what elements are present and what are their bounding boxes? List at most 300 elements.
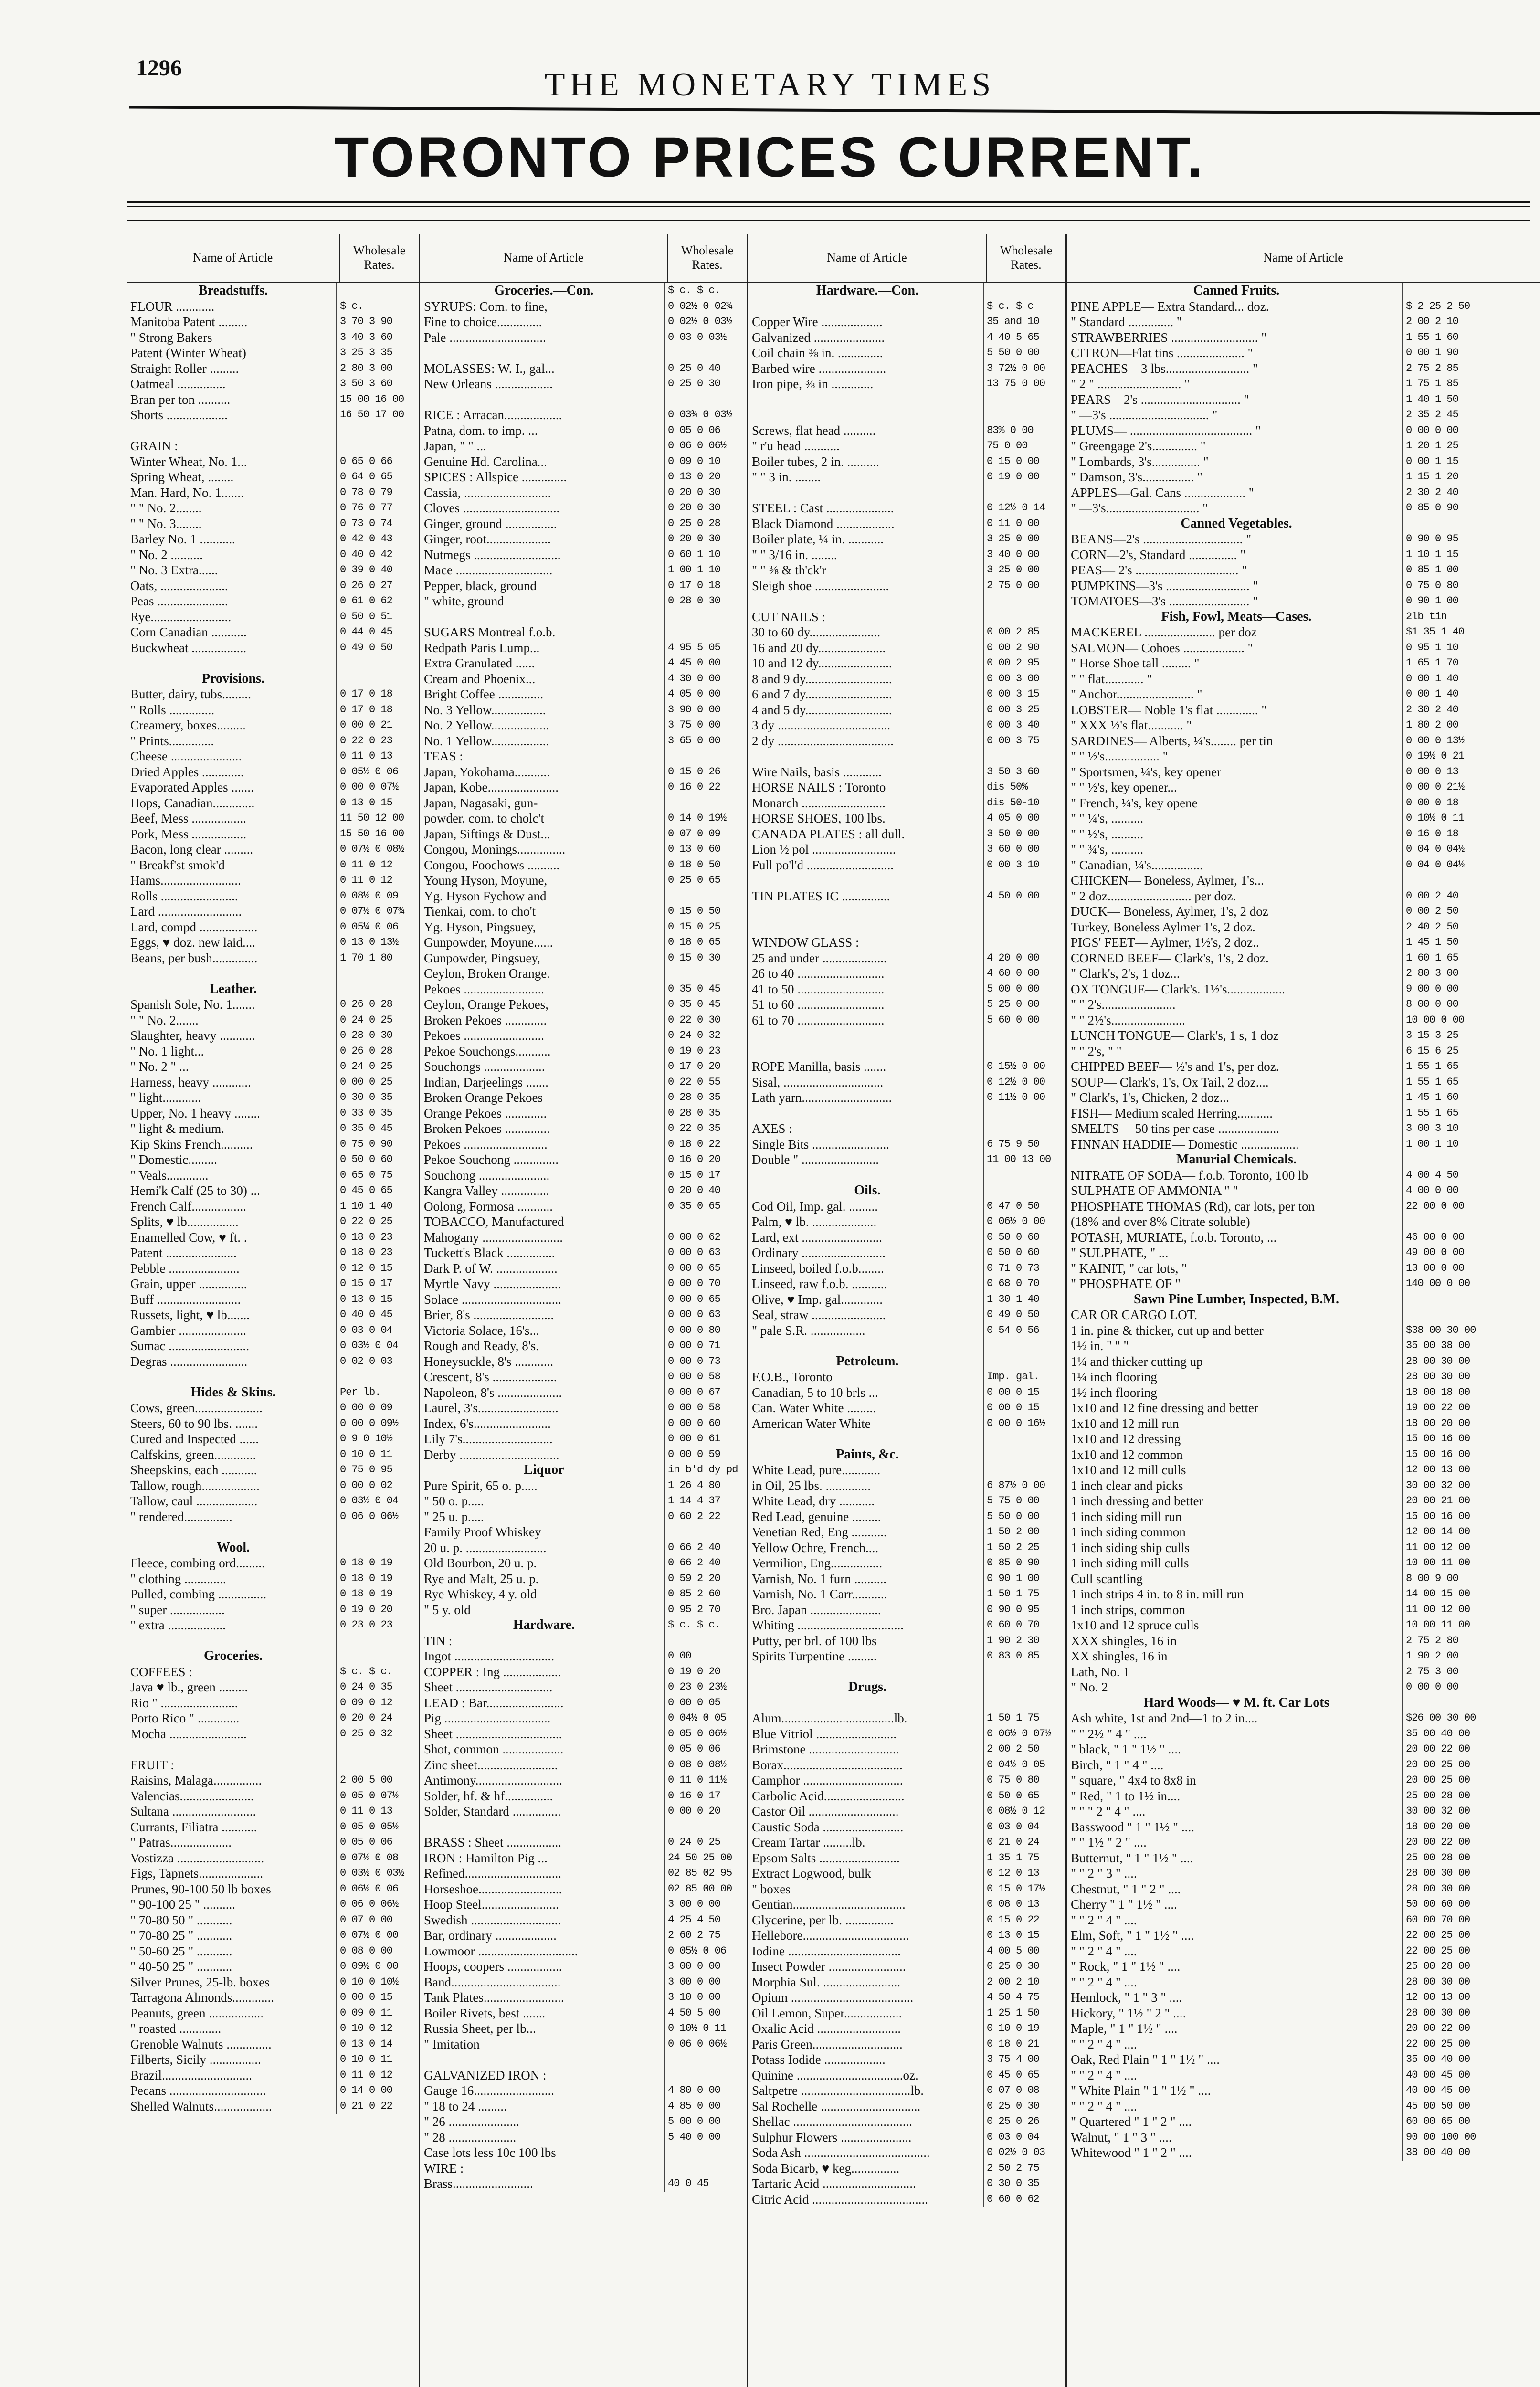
- article-name: French Calf.................: [130, 1199, 246, 1214]
- article-name: Castor Oil ............................: [752, 1804, 899, 1818]
- price-row: [1067, 1044, 1540, 1059]
- wholesale-rate: 22 00 25 00: [1402, 2037, 1540, 2052]
- wholesale-rate: 4 80 0 00: [664, 2083, 747, 2099]
- price-row: [420, 1478, 747, 1494]
- price-row: [420, 469, 747, 485]
- article-name: Black Diamond ..................: [752, 516, 895, 531]
- price-row: [127, 1788, 419, 1804]
- wholesale-rate: 0 00 0 58: [664, 1400, 747, 1416]
- column-header: [1067, 234, 1540, 283]
- article-name: Screws, flat head ..........: [752, 423, 876, 438]
- price-row: [1067, 578, 1540, 594]
- price-row: [1067, 423, 1540, 439]
- price-row: [420, 1261, 747, 1277]
- article-name: Potass Iodide ...................: [752, 2052, 886, 2067]
- article-name: Sawn Pine Lumber, Inspected, B.M.: [1134, 1291, 1339, 1307]
- wholesale-rate: 0 10½ 0 11: [664, 2021, 747, 2037]
- price-row: [420, 392, 747, 408]
- article-name: Tallow, caul ...................: [130, 1494, 258, 1508]
- wholesale-rate: 0 40 0 42: [336, 547, 419, 563]
- article-name: Cherry " 1 " 1½ " ....: [1071, 1897, 1177, 1912]
- price-row: [420, 1726, 747, 1742]
- wholesale-rate: 0 00 0 21½: [1402, 780, 1540, 795]
- article-name: Manurial Chemicals.: [1176, 1152, 1297, 1167]
- article-name: Nutmegs ...........................: [424, 547, 561, 562]
- wholesale-rate: 0 85 0 90: [983, 1555, 1065, 1571]
- price-row: [748, 2037, 1065, 2052]
- article-name: Filberts, Sicily ................: [130, 2052, 261, 2067]
- wholesale-rate: [983, 1121, 1065, 1137]
- article-name: No. 3 Yellow.................: [424, 702, 546, 717]
- wholesale-rate: [336, 1648, 419, 1664]
- wholesale-rate: 0 15 0 26: [664, 764, 747, 780]
- wholesale-rate: 0 04 0 04½: [1402, 842, 1540, 857]
- price-row: [127, 1276, 419, 1292]
- wholesale-rate: 0 90 0 95: [1402, 531, 1540, 547]
- wholesale-rate: 8 00 0 00: [1402, 997, 1540, 1013]
- article-name: " No. 3 Extra......: [130, 563, 218, 577]
- price-row: [748, 1369, 1065, 1385]
- price-row: [127, 1121, 419, 1137]
- wholesale-rate: 0 25 0 30: [983, 2099, 1065, 2114]
- price-row: [127, 1447, 419, 1463]
- price-row: [127, 2083, 419, 2099]
- article-name: Yg. Hyson, Pingsuey,: [424, 919, 536, 934]
- article-name: Breadstuffs.: [199, 283, 268, 298]
- price-row: [1067, 2099, 1540, 2114]
- wholesale-rate: 0 11 0 00: [983, 516, 1065, 532]
- article-name: 61 to 70 ...........................: [752, 1013, 885, 1027]
- column-header: [748, 234, 1065, 283]
- price-row: [420, 1493, 747, 1509]
- price-column-4: [1067, 234, 1540, 2387]
- article-name: Russia Sheet, per lb...: [424, 2021, 536, 2036]
- price-row: [127, 1586, 419, 1602]
- price-row: [420, 1323, 747, 1339]
- price-row: [420, 935, 747, 951]
- price-row: [1067, 935, 1540, 951]
- price-row: [127, 1462, 419, 1478]
- article-name: Pekoes ..........................: [424, 1137, 548, 1151]
- article-name: " 28 .....................: [424, 2130, 517, 2144]
- article-name: HORSE NAILS : Toronto: [752, 780, 886, 794]
- article-name: Lowmoor ...............................: [424, 1943, 578, 1958]
- price-row: [420, 2161, 747, 2176]
- article-name: PUMPKINS—3's .......................... ": [1071, 578, 1258, 593]
- wholesale-rate: 0 24 0 25: [336, 1059, 419, 1075]
- price-row: [1067, 873, 1540, 888]
- wholesale-rate: 0 08½ 0 12: [983, 1804, 1065, 1819]
- price-row: [748, 1866, 1065, 1881]
- price-row: [748, 1478, 1065, 1494]
- price-row: [748, 904, 1065, 919]
- article-name: SOUP— Clark's, 1's, Ox Tail, 2 doz....: [1071, 1075, 1269, 1089]
- wholesale-rate: 12 00 14 00: [1402, 1524, 1540, 1540]
- wholesale-rate: 0 22 0 25: [336, 1214, 419, 1230]
- wholesale-rate: 0 11 0 13: [336, 1804, 419, 1819]
- wholesale-rate: 0 22 0 23: [336, 733, 419, 749]
- price-row: [420, 857, 747, 873]
- article-name: [127, 1524, 336, 1540]
- article-name: Refined..............................: [424, 1866, 561, 1880]
- price-row: [1067, 1773, 1540, 1788]
- price-row: [1067, 749, 1540, 764]
- article-name: " 70-80 50 " ...........: [130, 1912, 232, 1927]
- article-name: Oats, .....................: [130, 578, 228, 593]
- wholesale-rate: 10 00 0 00: [1402, 1013, 1540, 1028]
- article-name: Brass.........................: [424, 2176, 533, 2191]
- price-row: [420, 1137, 747, 1152]
- article-name: Pale ..............................: [424, 330, 546, 345]
- wholesale-rate: 0 75 0 90: [336, 1137, 419, 1152]
- article-name: " White Plain " 1 " 1½ " ....: [1071, 2083, 1211, 2098]
- wholesale-rate: 0 59 2 20: [664, 1571, 747, 1587]
- article-name: FLOUR ............: [130, 299, 215, 314]
- wholesale-rate: [983, 1679, 1065, 1695]
- article-name: Patent (Winter Wheat): [130, 346, 246, 360]
- price-row: [127, 1850, 419, 1866]
- price-row: [748, 1975, 1065, 1990]
- article-name: Shorts ...................: [130, 408, 228, 422]
- wholesale-rate: 0 19½ 0 21: [1402, 749, 1540, 764]
- price-row: [1067, 531, 1540, 547]
- article-name: PHOSPHATE THOMAS (Rd), car lots, per ton: [1071, 1199, 1315, 1214]
- article-name: Kangra Valley ...............: [424, 1183, 549, 1198]
- price-row: [748, 609, 1065, 625]
- article-name: " " 1½ " 2 " ....: [1071, 1835, 1147, 1849]
- wholesale-rate: 0 64 0 65: [336, 469, 419, 485]
- article-name: Canned Vegetables.: [1181, 516, 1292, 531]
- wholesale-rate: 0 25 0 30: [664, 376, 747, 392]
- price-row: [127, 1168, 419, 1183]
- wholesale-rate: 49 00 0 00: [1402, 1245, 1540, 1261]
- article-name: " " No. 2.......: [130, 1013, 199, 1027]
- price-row: [748, 2145, 1065, 2161]
- wholesale-rate: [983, 392, 1065, 408]
- wholesale-rate: 4 50 4 75: [983, 1990, 1065, 2006]
- wholesale-rate: 0 18 0 19: [336, 1571, 419, 1587]
- price-row: [1067, 655, 1540, 671]
- wholesale-rate: [983, 1354, 1065, 1370]
- wholesale-rate: 0 61 0 62: [336, 593, 419, 609]
- article-name: Ash white, 1st and 2nd—1 to 2 in....: [1071, 1711, 1258, 1725]
- article-name: Straight Roller .........: [130, 361, 239, 376]
- price-row: [1067, 392, 1540, 408]
- article-name: Linseed, raw f.o.b. ...........: [752, 1277, 887, 1291]
- price-row: [748, 1555, 1065, 1571]
- wholesale-rate: 2 00 2 50: [983, 1742, 1065, 1757]
- price-row: [748, 1648, 1065, 1664]
- price-row: [1067, 1866, 1540, 1881]
- wholesale-rate: 0 49 0 50: [983, 1307, 1065, 1323]
- wholesale-rate: 19 00 22 00: [1402, 1400, 1540, 1416]
- wholesale-rate: 0 26 0 28: [336, 1044, 419, 1059]
- wholesale-rate: 1 25 1 50: [983, 2006, 1065, 2021]
- article-name: " " 2 " 4 " ....: [1071, 1912, 1137, 1927]
- article-name: Buff ..........................: [130, 1292, 241, 1307]
- article-name: [420, 609, 664, 625]
- price-row: [1067, 1416, 1540, 1432]
- price-row: [748, 1819, 1065, 1835]
- price-row: [127, 314, 419, 330]
- article-name: Man. Hard, No. 1.......: [130, 485, 244, 500]
- wholesale-rate: 2 60 2 75: [664, 1928, 747, 1943]
- article-name: CAR OR CARGO LOT.: [1071, 1308, 1198, 1322]
- article-name: Mahogany .........................: [424, 1230, 563, 1245]
- wholesale-rate: 0 09 0 12: [336, 1695, 419, 1711]
- wholesale-rate: 0 10½ 0 11: [1402, 811, 1540, 826]
- wholesale-rate: 0 9 0 10½: [336, 1431, 419, 1447]
- wholesale-rate: 0 00 1 40: [1402, 671, 1540, 687]
- article-name: Souchongs ...................: [424, 1059, 545, 1074]
- article-name: HORSE SHOES, 100 lbs.: [752, 811, 886, 825]
- article-name: Rolls ........................: [130, 888, 238, 903]
- price-row: [748, 2068, 1065, 2083]
- wholesale-rate: 0 15 0 17: [664, 1168, 747, 1183]
- wholesale-rate: 28 00 30 00: [1402, 1369, 1540, 1385]
- article-name: Honeysuckle, 8's ............: [424, 1354, 554, 1369]
- price-row: [127, 655, 419, 671]
- article-name: Souchong ......................: [424, 1168, 550, 1183]
- price-row: [127, 1602, 419, 1618]
- wholesale-rate: 11 00 13 00: [983, 1152, 1065, 1168]
- wholesale-rate: 0 20 0 40: [664, 1183, 747, 1199]
- article-name: Shot, common ...................: [424, 1742, 564, 1756]
- article-name: Sumac .........................: [130, 1339, 249, 1353]
- price-row: [127, 1571, 419, 1587]
- article-name: [748, 485, 983, 501]
- price-row: [127, 1990, 419, 2006]
- article-name: Mocha ........................: [130, 1726, 247, 1741]
- article-name: Hides & Skins.: [190, 1384, 276, 1400]
- wholesale-rate: $ c. $ c.: [336, 1664, 419, 1680]
- title-rule-bottom: [127, 220, 1530, 221]
- wholesale-rate: 0 19 0 20: [664, 1664, 747, 1680]
- wholesale-rate: 0 35 0 65: [664, 1199, 747, 1215]
- article-name: Broken Pekoes ..............: [424, 1121, 550, 1136]
- article-name: Bar, ordinary ...................: [424, 1928, 557, 1943]
- wholesale-rate: 0 49 0 50: [336, 640, 419, 656]
- wholesale-rate: 5 60 0 00: [983, 1013, 1065, 1028]
- article-name: Tuckett's Black ...............: [424, 1246, 555, 1260]
- article-name: " No. 2: [1071, 1680, 1108, 1694]
- price-row: [420, 718, 747, 733]
- price-row: [748, 702, 1065, 718]
- price-row: [420, 1788, 747, 1804]
- article-name: Solder, Standard ...............: [424, 1804, 561, 1818]
- price-row: [1067, 2145, 1540, 2161]
- price-row: [1067, 780, 1540, 795]
- article-name: Blue Vitriol .........................: [752, 1726, 897, 1741]
- article-name: Cream and Phoenix...: [424, 671, 536, 686]
- wholesale-rate: 0 44 0 45: [336, 624, 419, 640]
- article-name: Pekoes .........................: [424, 982, 544, 996]
- price-row: [1067, 1028, 1540, 1044]
- wholesale-rate: 0 10 0 11: [336, 2052, 419, 2068]
- article-name: Oak, Red Plain " 1 " 1½ " ....: [1071, 2052, 1220, 2067]
- price-row: [1067, 1478, 1540, 1494]
- article-name: " " 2 " 4 " ....: [1071, 2068, 1137, 2082]
- price-row: [1067, 1959, 1540, 1975]
- price-row: [748, 1664, 1065, 1680]
- running-head: THE MONETARY TIMES: [544, 66, 996, 103]
- wholesale-rate: 0 05 0 05½: [336, 1819, 419, 1835]
- wholesale-rate: 0 07 0 09: [664, 826, 747, 842]
- wholesale-rate: 0 00 3 00: [983, 671, 1065, 687]
- price-row: [1067, 1261, 1540, 1277]
- wholesale-rate: $26 00 30 00: [1402, 1711, 1540, 1726]
- article-name: Shellac .....................................: [752, 2114, 912, 2129]
- price-row: [420, 485, 747, 501]
- wholesale-rate: 0 16 0 20: [664, 1152, 747, 1168]
- article-name: Lard, compd ..................: [130, 919, 258, 934]
- wholesale-rate: 0 00 3 10: [983, 857, 1065, 873]
- article-name: " Breakf'st smok'd: [130, 857, 225, 872]
- price-row: [127, 1711, 419, 1726]
- wholesale-rate: $ c.: [336, 299, 419, 315]
- price-row: [127, 2099, 419, 2114]
- price-row: [420, 1183, 747, 1199]
- article-name: COPPER : Ing ..................: [424, 1664, 561, 1679]
- price-row: [1067, 330, 1540, 346]
- wholesale-rate: [1402, 1307, 1540, 1323]
- wholesale-rate: 4 25 4 50: [664, 1912, 747, 1928]
- section-heading-row: [127, 1540, 419, 1556]
- price-row: [748, 516, 1065, 532]
- article-name: " 5 y. old: [424, 1602, 471, 1617]
- price-row: [420, 655, 747, 671]
- price-row: [420, 1990, 747, 2006]
- article-name: [748, 1044, 983, 1059]
- article-name: NITRATE OF SODA— f.o.b. Toronto, 100 lb: [1071, 1168, 1308, 1183]
- wholesale-rate: [664, 749, 747, 764]
- article-name: CHICKEN— Boneless, Aylmer, 1's...: [1071, 873, 1264, 887]
- wholesale-rate: 0 23 0 23: [336, 1617, 419, 1633]
- section-heading-row: [420, 1462, 747, 1478]
- price-row: [127, 1106, 419, 1121]
- price-row: [748, 593, 1065, 609]
- article-name: IRON : Hamilton Pig ...: [424, 1850, 548, 1865]
- wholesale-rate: 0 05 0 06: [336, 1835, 419, 1850]
- wholesale-rate: 1 70 1 80: [336, 951, 419, 966]
- article-name: TOBACCO, Manufactured: [424, 1215, 564, 1229]
- wholesale-rate: [983, 1664, 1065, 1680]
- article-name: Solace ...............................: [424, 1292, 561, 1307]
- article-name: Coil chain ⅜ in. ..............: [752, 346, 883, 360]
- wholesale-rate: 0 03½ 0 04: [336, 1493, 419, 1509]
- article-name: 1 inch siding common: [1071, 1525, 1186, 1539]
- price-row: [127, 966, 419, 982]
- article-name: Evaporated Apples .......: [130, 780, 254, 794]
- wholesale-rate: 0 00 0 00: [1402, 1679, 1540, 1695]
- price-row: [1067, 1323, 1540, 1339]
- wholesale-rate: 0 60 2 22: [664, 1509, 747, 1525]
- price-row: [127, 857, 419, 873]
- wholesale-rate: 20 00 22 00: [1402, 2021, 1540, 2037]
- wholesale-rate: 0 06 0 06½: [664, 438, 747, 454]
- price-row: [420, 2037, 747, 2052]
- article-name: CORNED BEEF— Clark's, 1's, 2 doz.: [1071, 951, 1269, 965]
- article-name: Beef, Mess .................: [130, 811, 246, 825]
- article-name: Lily 7's............................: [424, 1432, 553, 1446]
- wholesale-rate: 0 00 1 90: [1402, 345, 1540, 361]
- price-row: [748, 951, 1065, 966]
- article-name: Birch, " 1 " 4 " ....: [1071, 1757, 1164, 1772]
- price-row: [748, 1416, 1065, 1432]
- article-name: " clothing .............: [130, 1571, 226, 1586]
- wholesale-rate: [664, 624, 747, 640]
- price-row: [748, 811, 1065, 826]
- price-row: [127, 811, 419, 826]
- wholesale-rate: 0 13 0 14: [336, 2037, 419, 2052]
- price-row: [127, 2037, 419, 2052]
- price-row: [748, 795, 1065, 811]
- wholesale-rate: 12 00 13 00: [1402, 1462, 1540, 1478]
- article-name: Ginger, root....................: [424, 532, 551, 546]
- article-name: Pepper, black, ground: [424, 578, 537, 593]
- article-name: Sheepskins, each ...........: [130, 1463, 257, 1477]
- wholesale-rate: 3 00 0 00: [664, 1897, 747, 1912]
- price-row: [420, 1354, 747, 1370]
- wholesale-rate: 28 00 30 00: [1402, 1354, 1540, 1370]
- article-name: Band..................................: [424, 1975, 561, 1989]
- article-name: Cod Oil, Imp. gal. .........: [752, 1199, 878, 1214]
- article-name: Walnut, " 1 " 3 " ....: [1071, 2130, 1172, 2144]
- article-name: Wire Nails, basis ............: [752, 764, 882, 779]
- article-name: Oil Lemon, Super..................: [752, 2006, 902, 2020]
- article-name: " " 3 in. ........: [752, 470, 821, 484]
- section-heading-row: [420, 1617, 747, 1633]
- wholesale-rate: 0 05 0 06: [664, 423, 747, 439]
- article-name: Boiler plate, ¼ in. ...........: [752, 532, 884, 546]
- article-name: Fleece, combing ord.........: [130, 1556, 265, 1570]
- wholesale-rate: [336, 1540, 419, 1556]
- wholesale-rate: 0 24 0 35: [336, 1679, 419, 1695]
- wholesale-rate: 0 07½ 0 08: [336, 1850, 419, 1866]
- price-row: [748, 1943, 1065, 1959]
- article-name: Hellebore.................................: [752, 1928, 909, 1943]
- price-row: [127, 1199, 419, 1215]
- article-name: [748, 407, 983, 423]
- price-row: [1067, 2037, 1540, 2052]
- wholesale-rate: 15 50 16 00: [336, 826, 419, 842]
- article-name: Kip Skins French..........: [130, 1137, 253, 1151]
- wholesale-rate: 0 21 0 24: [983, 1835, 1065, 1850]
- article-name: Congou, Foochows ..........: [424, 857, 560, 872]
- price-row: [127, 888, 419, 904]
- price-row: [127, 469, 419, 485]
- wholesale-rate: 0 50 0 60: [983, 1245, 1065, 1261]
- article-name: Pure Spirit, 65 o. p.....: [424, 1478, 538, 1493]
- price-row: [748, 1773, 1065, 1788]
- wholesale-rate: 4 95 5 05: [664, 640, 747, 656]
- wholesale-rate: 28 00 30 00: [1402, 2006, 1540, 2021]
- price-row: [420, 1400, 747, 1416]
- article-name: Grain, upper ...............: [130, 1277, 247, 1291]
- wholesale-rate: 4 45 0 00: [664, 655, 747, 671]
- article-name: Upper, No. 1 heavy ........: [130, 1106, 260, 1120]
- price-row: [127, 330, 419, 346]
- price-row: [748, 982, 1065, 997]
- price-row: [127, 702, 419, 718]
- price-row: [127, 951, 419, 966]
- price-row: [748, 1540, 1065, 1556]
- wholesale-rate: 0 15½ 0 00: [983, 1059, 1065, 1075]
- price-row: [1067, 454, 1540, 470]
- wholesale-rate: [983, 283, 1065, 299]
- wholesale-rate: 25 00 28 00: [1402, 1788, 1540, 1804]
- article-name: Napoleon, 8's ....................: [424, 1385, 562, 1400]
